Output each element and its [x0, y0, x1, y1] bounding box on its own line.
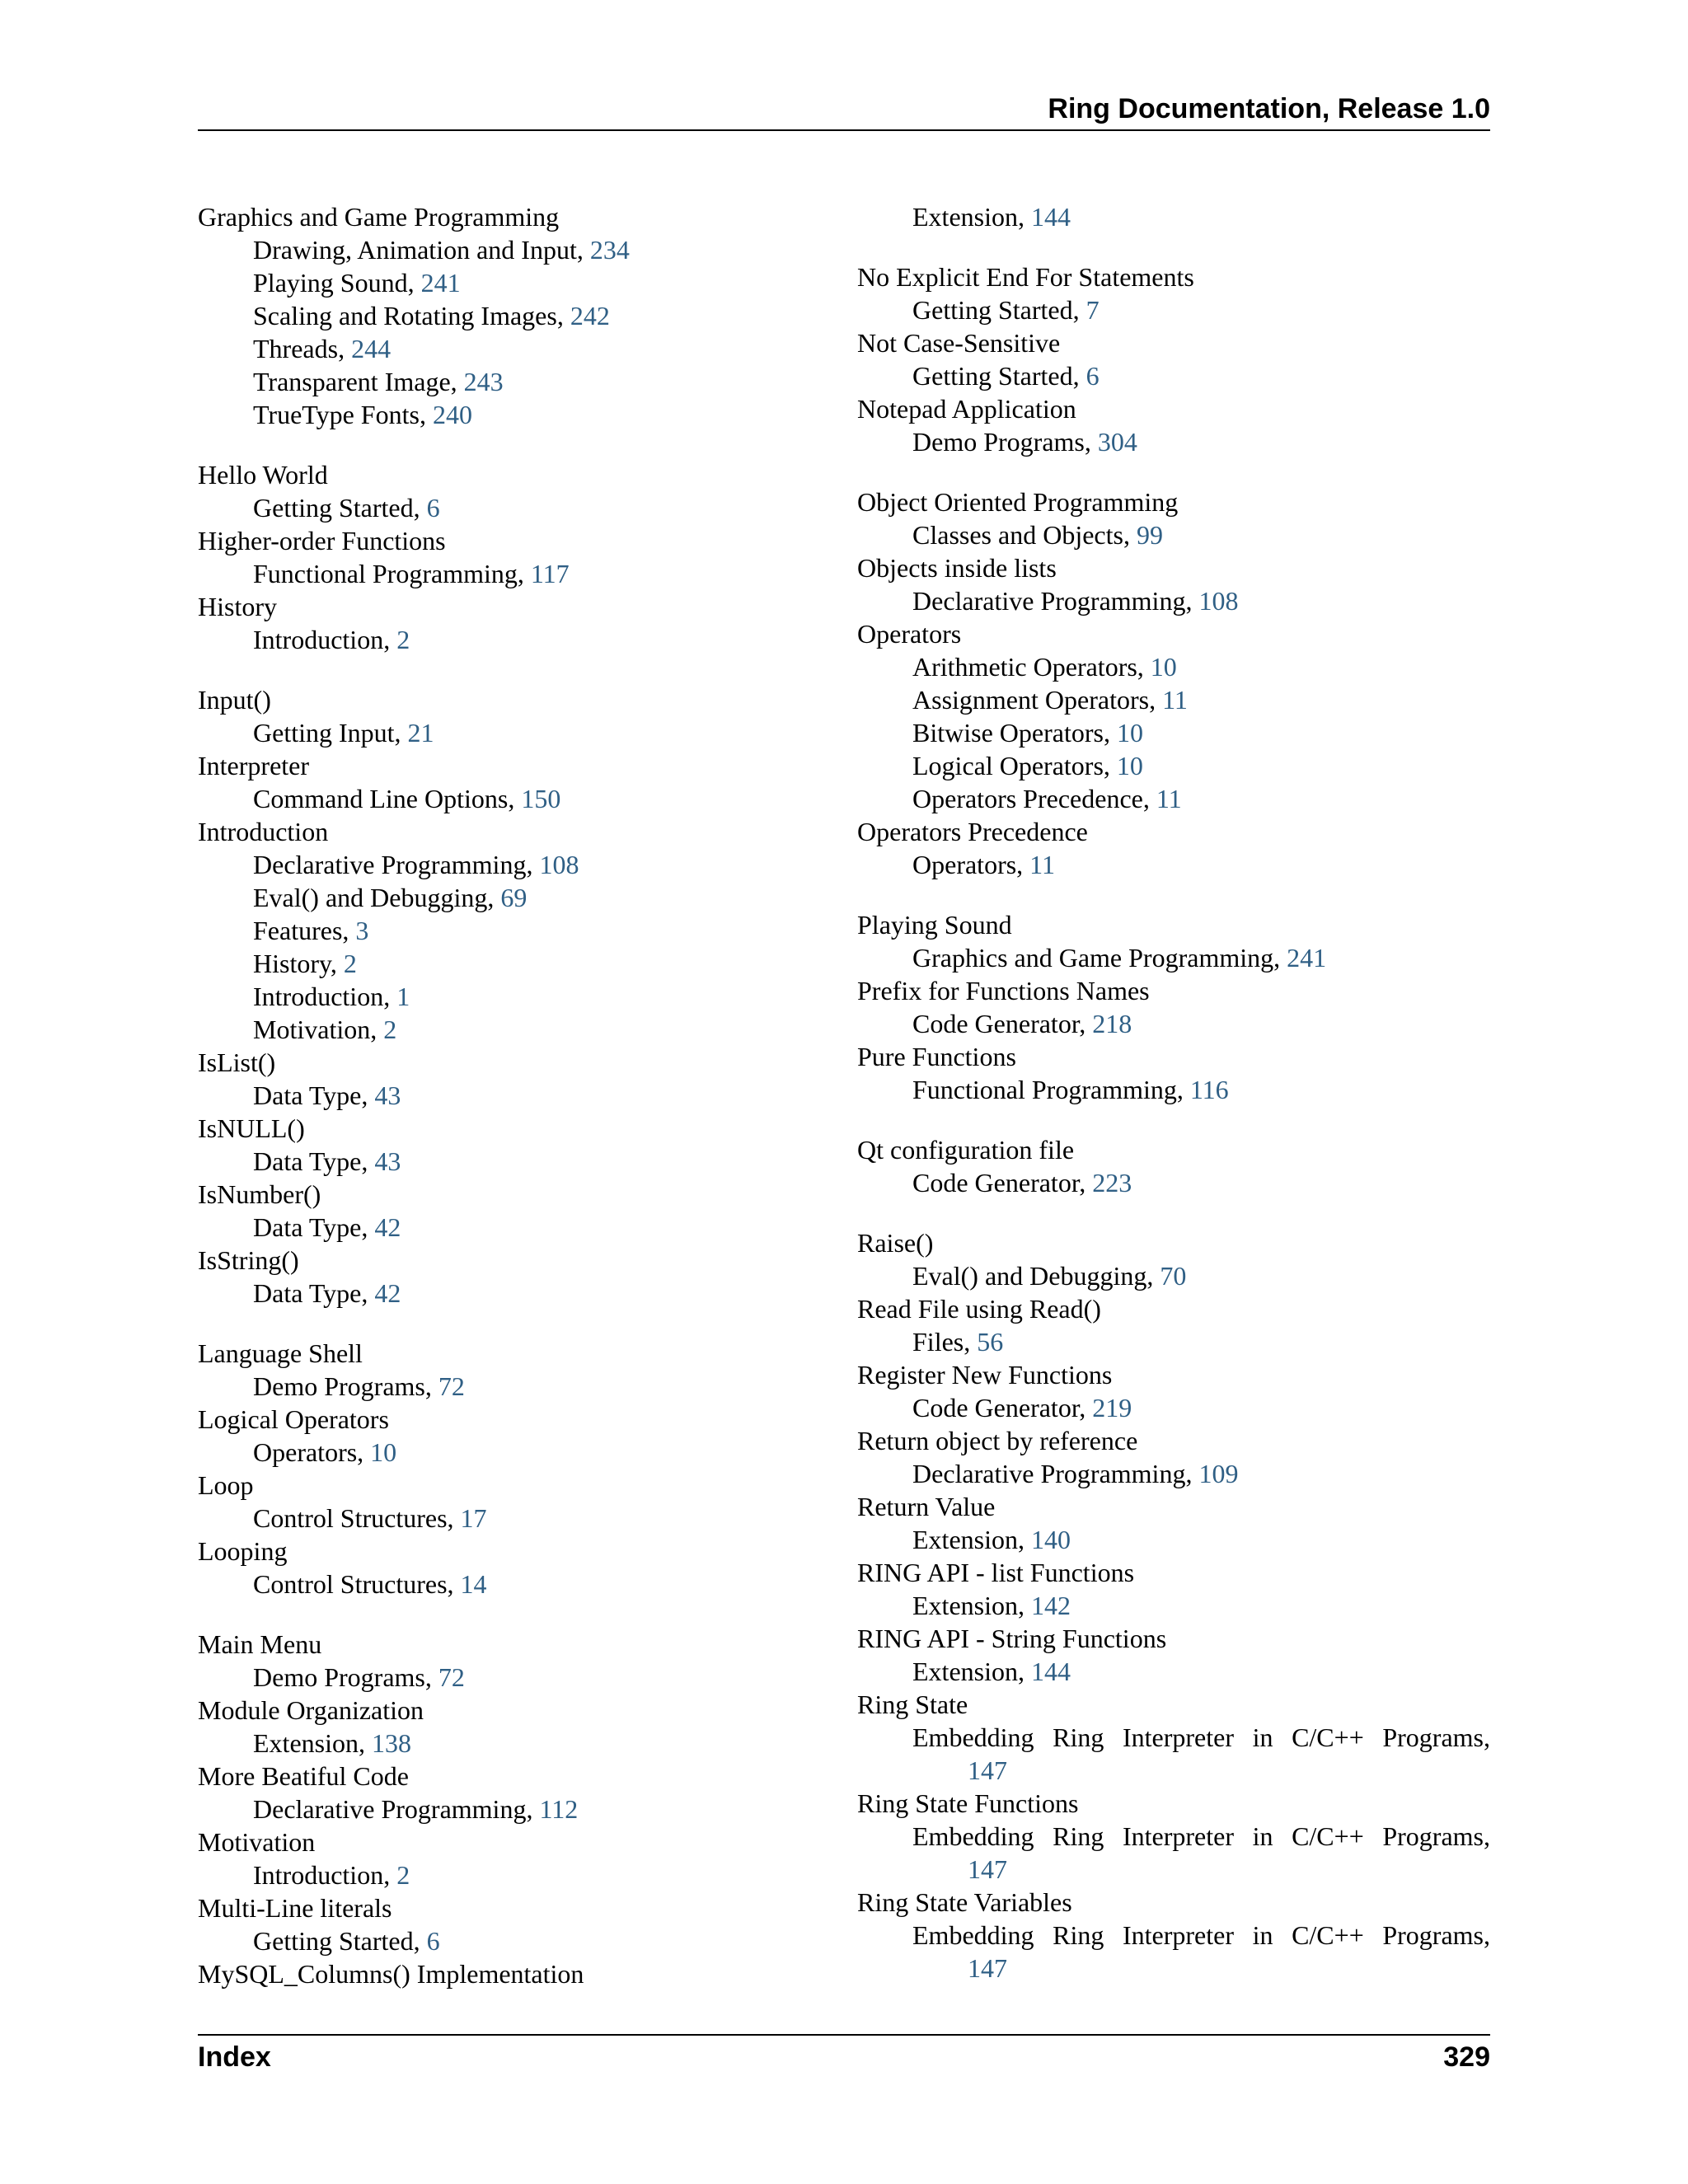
index-subentry — [198, 1013, 824, 1046]
index-subentry-text: Embedding Ring Interpreter in C/C++ Programs, — [912, 1821, 1490, 1851]
index-subentry-continuation — [857, 1754, 1490, 1787]
index-entry — [198, 683, 824, 749]
index-subentry-text: Extension, — [912, 1657, 1031, 1686]
index-subentry-text: Arithmetic Operators, — [912, 652, 1151, 682]
index-entry — [857, 1688, 1490, 1787]
index-subentry — [198, 365, 824, 398]
index-subentry-text: Bitwise Operators, — [912, 718, 1117, 748]
index-entry — [857, 974, 1490, 1040]
index-subentry-continuation — [857, 1952, 1490, 1985]
index-subentry-text: Command Line Options, — [253, 784, 522, 813]
index-term: Not Case-Sensitive — [857, 328, 1061, 358]
page-link[interactable]: 219 — [1092, 1393, 1132, 1422]
index-subentry — [198, 947, 824, 980]
index-subentry-text: Eval() and Debugging, — [912, 1261, 1160, 1291]
page-link[interactable]: 223 — [1092, 1168, 1132, 1197]
index-entry — [857, 1226, 1490, 1292]
page-link[interactable]: 304 — [1097, 427, 1137, 457]
page-link[interactable]: 244 — [351, 334, 392, 363]
page-link[interactable]: 140 — [1030, 1525, 1071, 1554]
index-subentry — [198, 914, 824, 947]
index-subentry — [198, 1436, 824, 1469]
index-entry — [198, 1046, 824, 1112]
index-subentry-text: Data Type, — [253, 1080, 375, 1110]
index-entry — [198, 1760, 824, 1825]
index-subentry — [857, 941, 1490, 974]
index-column-left — [198, 200, 824, 1990]
index-term: Raise() — [857, 1228, 934, 1258]
index-term: Multi-Line literals — [198, 1893, 392, 1923]
index-entry — [198, 1178, 824, 1244]
index-subentry — [857, 749, 1490, 782]
index-subentry-text: Eval() and Debugging, — [253, 883, 501, 912]
index-entry — [857, 1556, 1490, 1622]
index-entry — [857, 1886, 1490, 1985]
index-subentry — [198, 1145, 824, 1178]
index-subentry-text: Introduction, — [253, 1860, 397, 1890]
footer-rule — [198, 2034, 1490, 2036]
index-term: IsNumber() — [198, 1179, 321, 1209]
page-link[interactable]: 144 — [1030, 202, 1071, 232]
page-link[interactable]: 117 — [530, 559, 570, 588]
page-link[interactable]: 116 — [1189, 1075, 1229, 1104]
index-subentry — [198, 557, 824, 590]
page-link[interactable]: 2 — [396, 1860, 410, 1890]
index-entry — [198, 1825, 824, 1891]
index-term: IsString() — [198, 1245, 299, 1275]
index-term: Qt configuration file — [857, 1135, 1075, 1165]
page-link[interactable]: 11 — [1156, 784, 1182, 813]
page-link[interactable]: 108 — [539, 850, 579, 879]
page-link[interactable]: 99 — [1136, 520, 1163, 550]
index-subentry — [857, 848, 1490, 881]
index-term: RING API - String Functions — [857, 1624, 1167, 1653]
index-subentry — [198, 1079, 824, 1112]
index-entry — [857, 260, 1490, 326]
index-term: Object Oriented Programming — [857, 487, 1179, 517]
index-entry — [198, 1403, 824, 1469]
index-subentry — [857, 518, 1490, 551]
index-subentry — [198, 1370, 824, 1403]
index-entry — [857, 1040, 1490, 1106]
page-link[interactable]: 72 — [438, 1662, 465, 1692]
index-subentry-text: Extension, — [912, 202, 1031, 232]
index-subentry — [857, 1457, 1490, 1490]
index-subentry — [857, 1523, 1490, 1556]
index-subentry-text: TrueType Fonts, — [253, 400, 433, 429]
index-subentry-text: Getting Input, — [253, 718, 408, 748]
page-link[interactable]: 6 — [1085, 361, 1100, 391]
index-subentry — [857, 1919, 1490, 1952]
footer-page-number: 329 — [1443, 2041, 1490, 2073]
page-link[interactable]: 10 — [1116, 718, 1143, 748]
index-subentry — [198, 1502, 824, 1535]
index-term: Prefix for Functions Names — [857, 976, 1150, 1005]
index-term: Main Menu — [198, 1629, 322, 1659]
page-link[interactable]: 218 — [1092, 1009, 1132, 1038]
index-subentry — [198, 623, 824, 656]
index-entry — [857, 908, 1490, 974]
page-link[interactable]: 56 — [977, 1327, 1004, 1357]
page-link[interactable]: 42 — [374, 1212, 401, 1242]
page-link[interactable]: 144 — [1030, 1657, 1071, 1686]
page-link[interactable]: 70 — [1160, 1261, 1187, 1291]
index-subentry-text: Graphics and Game Programming, — [912, 943, 1287, 972]
page-link[interactable]: 3 — [355, 916, 369, 945]
index-subentry-text: Data Type, — [253, 1146, 375, 1176]
index-entry — [198, 590, 824, 656]
index-term: Return object by reference — [857, 1426, 1138, 1455]
index-term: Operators Precedence — [857, 817, 1088, 846]
index-term: Motivation — [198, 1827, 316, 1857]
footer-section-label: Index — [198, 2041, 271, 2073]
index-subentry-text: Control Structures, — [253, 1569, 461, 1599]
index-subentry — [198, 266, 824, 299]
index-subentry — [198, 848, 824, 881]
index-subentry-text: Functional Programming, — [253, 559, 531, 588]
page-link[interactable]: 69 — [500, 883, 528, 912]
index-subentry — [857, 1325, 1490, 1358]
index-subentry-text: Extension, — [912, 1591, 1031, 1620]
index-term: Ring State Variables — [857, 1887, 1072, 1917]
page-link[interactable]: 1 — [396, 982, 410, 1011]
page-link[interactable]: 43 — [374, 1080, 401, 1110]
index-term: Operators — [857, 619, 962, 649]
index-subentry-text: Embedding Ring Interpreter in C/C++ Programs, — [912, 1920, 1490, 1950]
index-subentry-text: Assignment Operators, — [912, 685, 1163, 715]
index-subentry — [857, 293, 1490, 326]
header-rule — [198, 129, 1490, 131]
index-subentry-text: Operators, — [253, 1437, 371, 1467]
index-subentry — [198, 1277, 824, 1310]
index-subentry-text: Operators Precedence, — [912, 784, 1156, 813]
index-subentry — [198, 398, 824, 431]
index-entry — [198, 524, 824, 590]
index-term: History — [198, 592, 277, 621]
index-term: Ring State — [857, 1690, 968, 1719]
index-term: Introduction — [198, 817, 329, 846]
index-term: Looping — [198, 1536, 288, 1566]
index-subentry — [857, 1073, 1490, 1106]
page-link[interactable]: 10 — [1116, 751, 1143, 780]
index-subentry — [198, 1793, 824, 1825]
page-link[interactable]: 147 — [968, 1755, 1007, 1785]
index-entry — [857, 1787, 1490, 1886]
index-subentry-text: Functional Programming, — [912, 1075, 1190, 1104]
index-subentry-text: Embedding Ring Interpreter in C/C++ Programs, — [912, 1722, 1490, 1752]
page-link[interactable]: 21 — [407, 718, 434, 748]
index-subentry-text: Extension, — [912, 1525, 1031, 1554]
index-entry — [857, 1490, 1490, 1556]
index-entry — [198, 749, 824, 815]
index-subentry-text: History, — [253, 949, 344, 978]
index-subentry-text: Getting Started, — [912, 361, 1086, 391]
index-entry — [198, 1628, 824, 1694]
index-subentry-continuation — [857, 1853, 1490, 1886]
page-link[interactable]: 72 — [438, 1371, 465, 1401]
index-subentry — [198, 299, 824, 332]
index-entry — [857, 1133, 1490, 1199]
page-link[interactable]: 6 — [426, 1926, 440, 1956]
index-subentry-text: Playing Sound, — [253, 268, 421, 298]
index-term: MySQL_Columns() Implementation — [198, 1959, 584, 1989]
index-subentry — [857, 1391, 1490, 1424]
page-link[interactable]: 43 — [374, 1146, 401, 1176]
index-subentry — [198, 332, 824, 365]
index-term: Notepad Application — [857, 394, 1076, 424]
page-link[interactable]: 6 — [426, 493, 440, 523]
index-entry — [198, 1469, 824, 1535]
index-subentry-text: Introduction, — [253, 982, 397, 1011]
index-entry — [198, 1112, 824, 1178]
index-subentry-text: Declarative Programming, — [253, 850, 540, 879]
index-subentry-text: Data Type, — [253, 1212, 375, 1242]
index-subentry — [857, 1589, 1490, 1622]
index-subentry-text: Demo Programs, — [253, 1371, 438, 1401]
index-entry — [857, 551, 1490, 617]
index-subentry-text: Introduction, — [253, 625, 397, 654]
index-subentry-text: Data Type, — [253, 1278, 375, 1308]
index-entry — [198, 458, 824, 524]
index-entry — [857, 617, 1490, 815]
index-subentry — [198, 1858, 824, 1891]
index-subentry-text: Classes and Objects, — [912, 520, 1137, 550]
index-entry — [198, 1694, 824, 1760]
index-term: Register New Functions — [857, 1360, 1113, 1390]
index-subentry-text: Features, — [253, 916, 356, 945]
index-subentry-text: Getting Started, — [253, 493, 427, 523]
index-subentry — [198, 1727, 824, 1760]
index-term: Logical Operators — [198, 1404, 389, 1434]
index-subentry-text: Extension, — [253, 1728, 372, 1758]
index-subentry — [857, 1166, 1490, 1199]
index-subentry — [857, 1007, 1490, 1040]
page-link[interactable]: 241 — [420, 268, 461, 298]
page-link[interactable]: 17 — [460, 1503, 487, 1533]
page-link[interactable]: 150 — [521, 784, 561, 813]
index-subentry-text: Control Structures, — [253, 1503, 461, 1533]
index-term: Loop — [198, 1470, 254, 1500]
page-link[interactable]: 243 — [463, 367, 504, 396]
page-link[interactable]: 147 — [968, 1953, 1007, 1983]
page-link[interactable]: 2 — [383, 1015, 397, 1044]
page-link[interactable]: 108 — [1198, 586, 1239, 616]
index-subentry — [198, 233, 824, 266]
index-entry — [198, 1891, 824, 1957]
index-entry — [198, 1535, 824, 1601]
index-term: More Beatiful Code — [198, 1761, 409, 1791]
index-term: Graphics and Game Programming — [198, 202, 560, 232]
index-subentry — [857, 683, 1490, 716]
index-subentry — [198, 1661, 824, 1694]
index-subentry — [857, 584, 1490, 617]
index-subentry — [198, 782, 824, 815]
index-term: Language Shell — [198, 1338, 363, 1368]
index-subentry — [198, 491, 824, 524]
index-entry — [857, 200, 1490, 233]
index-term: Ring State Functions — [857, 1788, 1079, 1818]
index-entry — [198, 1244, 824, 1310]
page-link[interactable]: 241 — [1287, 943, 1327, 972]
index-entry — [857, 1292, 1490, 1358]
index-term: IsList() — [198, 1047, 276, 1077]
index-subentry-text: Code Generator, — [912, 1168, 1093, 1197]
index-subentry-text: Declarative Programming, — [253, 1794, 540, 1824]
index-entry — [857, 815, 1490, 881]
index-term: Interpreter — [198, 751, 310, 780]
index-subentry — [857, 359, 1490, 392]
index-entry — [198, 200, 824, 431]
index-subentry-text: Motivation, — [253, 1015, 384, 1044]
index-entry — [857, 326, 1490, 392]
index-subentry-text: Scaling and Rotating Images, — [253, 301, 570, 330]
index-subentry — [857, 782, 1490, 815]
running-header-title: Ring Documentation, Release 1.0 — [1048, 93, 1490, 124]
index-term: Objects inside lists — [857, 553, 1057, 583]
index-term: Hello World — [198, 460, 328, 490]
index-subentry-text: Files, — [912, 1327, 978, 1357]
index-term: Higher-order Functions — [198, 526, 446, 555]
index-term: Input() — [198, 685, 271, 715]
index-entry — [857, 1424, 1490, 1490]
page-link[interactable]: 10 — [370, 1437, 397, 1467]
index-subentry — [857, 1259, 1490, 1292]
index-term: No Explicit End For Statements — [857, 262, 1194, 292]
index-entry — [857, 1358, 1490, 1424]
index-subentry-text: Declarative Programming, — [912, 586, 1199, 616]
page-link[interactable]: 147 — [968, 1854, 1007, 1884]
index-subentry — [857, 650, 1490, 683]
index-subentry — [857, 716, 1490, 749]
index-term: IsNULL() — [198, 1113, 305, 1143]
index-entry — [857, 392, 1490, 458]
page-link[interactable]: 7 — [1085, 295, 1100, 325]
index-subentry — [198, 716, 824, 749]
index-subentry-text: Declarative Programming, — [912, 1459, 1199, 1488]
index-entry — [198, 1957, 824, 1990]
index-term: Module Organization — [198, 1695, 424, 1725]
index-subentry-text: Drawing, Animation and Input, — [253, 235, 590, 265]
page-link[interactable]: 109 — [1198, 1459, 1239, 1488]
page-link[interactable]: 234 — [589, 235, 630, 265]
index-entry — [198, 815, 824, 1046]
index-subentry — [198, 881, 824, 914]
page-link[interactable]: 240 — [432, 400, 472, 429]
page-link[interactable]: 10 — [1150, 652, 1177, 682]
index-subentry — [857, 1820, 1490, 1853]
index-term: Read File using Read() — [857, 1294, 1101, 1324]
index-term: Pure Functions — [857, 1042, 1016, 1071]
index-term: Playing Sound — [857, 910, 1012, 940]
index-subentry — [198, 1568, 824, 1601]
page-link[interactable]: 14 — [460, 1569, 487, 1599]
page-link[interactable]: 42 — [374, 1278, 401, 1308]
index-entry — [857, 1622, 1490, 1688]
index-subentry-text: Getting Started, — [912, 295, 1086, 325]
index-subentry-text: Code Generator, — [912, 1393, 1093, 1422]
index-subentry-text: Demo Programs, — [912, 427, 1098, 457]
index-subentry-text: Logical Operators, — [912, 751, 1117, 780]
index-entry — [857, 485, 1490, 551]
index-term: Return Value — [857, 1492, 996, 1521]
index-subentry-text: Code Generator, — [912, 1009, 1093, 1038]
page-link[interactable]: 2 — [343, 949, 357, 978]
page-link[interactable]: 2 — [396, 625, 410, 654]
page-link[interactable]: 11 — [1029, 850, 1055, 879]
index-subentry-text: Getting Started, — [253, 1926, 427, 1956]
index-subentry — [857, 200, 1490, 233]
index-subentry — [857, 1655, 1490, 1688]
index-subentry-text: Demo Programs, — [253, 1662, 438, 1692]
index-subentry — [198, 1924, 824, 1957]
index-term: RING API - list Functions — [857, 1558, 1135, 1587]
index-subentry — [857, 425, 1490, 458]
page-link[interactable]: 242 — [570, 301, 610, 330]
index-subentry-text: Operators, — [912, 850, 1030, 879]
index-entry — [198, 1337, 824, 1403]
page-link[interactable]: 112 — [539, 1794, 579, 1824]
index-column-right — [857, 200, 1490, 1985]
index-subentry — [198, 1211, 824, 1244]
index-subentry-text: Transparent Image, — [253, 367, 464, 396]
page-link[interactable]: 142 — [1030, 1591, 1071, 1620]
index-subentry — [198, 980, 824, 1013]
page-link[interactable]: 11 — [1162, 685, 1188, 715]
index-subentry — [857, 1721, 1490, 1754]
page-link[interactable]: 138 — [371, 1728, 411, 1758]
index-subentry-text: Threads, — [253, 334, 352, 363]
